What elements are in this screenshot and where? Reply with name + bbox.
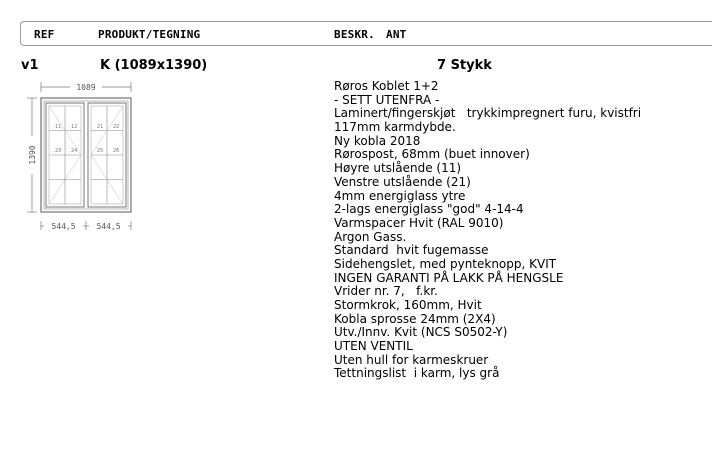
description-line: Stormkrok, 160mm, Hvit xyxy=(334,298,482,312)
height-dimension-label: 1390 xyxy=(28,145,37,165)
pane-label: 21 xyxy=(97,124,104,130)
header-ref: REF xyxy=(34,28,55,41)
description-line: Vrider nr. 7, f.kr. xyxy=(334,284,438,299)
description-line: UTEN VENTIL xyxy=(334,339,413,354)
description-line: Laminert/fingerskjøt trykkimpregnert furu, kvistfri xyxy=(334,106,642,121)
description-line: INGEN GARANTI PÅ LAKK PÅ HENGSLE xyxy=(334,270,564,285)
description-line: - SETT UTENFRA - xyxy=(334,92,440,107)
description-line: Venstre utslående (21) xyxy=(334,174,471,189)
description-line: Kobla sprosse 24mm (2X4) xyxy=(334,311,496,326)
split-dimension-right: 544,5 xyxy=(96,222,121,231)
item-quantity: 7 Stykk xyxy=(437,58,492,73)
description-line: Utv./Innv. Kvit (NCS S0502-Y) xyxy=(334,325,508,340)
width-dimension-label: 1089 xyxy=(76,83,96,92)
pane-label: 22 xyxy=(113,124,120,130)
item-product: K (1089x1390) xyxy=(100,58,208,73)
description-line: Argon Gass. xyxy=(334,229,407,244)
pane-label: 12 xyxy=(71,124,78,130)
pane-label: 23 xyxy=(55,148,62,154)
window-drawing xyxy=(14,78,144,238)
description-line: Sidehengslet, med pynteknopp, KVIT xyxy=(334,256,557,271)
pane-label: 11 xyxy=(55,124,62,130)
description-line: Standard hvit fugemasse xyxy=(334,243,489,258)
description-line: Høyre utslående (11) xyxy=(334,161,462,176)
description-line: Tettningslist i karm, lys grå xyxy=(334,366,500,381)
description-line: 4mm energiglass ytre xyxy=(334,188,466,203)
description-line: Rørospost, 68mm (buet innover) xyxy=(334,147,530,162)
description-list xyxy=(334,80,641,381)
description-line: 2-lags energiglass "god" 4-14-4 xyxy=(334,202,524,217)
item-ref: v1 xyxy=(21,58,39,73)
description-line: Uten hull for karmeskruer xyxy=(334,352,489,367)
description-line: Varmspacer Hvit (RAL 9010) xyxy=(334,215,504,230)
pane-label: 25 xyxy=(97,148,104,154)
header-quantity: ANT xyxy=(386,28,407,41)
pane-label: 26 xyxy=(113,148,120,154)
header-description: BESKR. xyxy=(334,28,375,41)
header-product: PRODUKT/TEGNING xyxy=(98,28,201,41)
pane-label: 24 xyxy=(71,148,78,154)
description-line: Røros Koblet 1+2 xyxy=(334,79,439,93)
description-line: 117mm karmdybde. xyxy=(334,120,456,135)
description-line: Ny kobla 2018 xyxy=(334,133,421,148)
split-dimension-left: 544,5 xyxy=(51,222,76,231)
